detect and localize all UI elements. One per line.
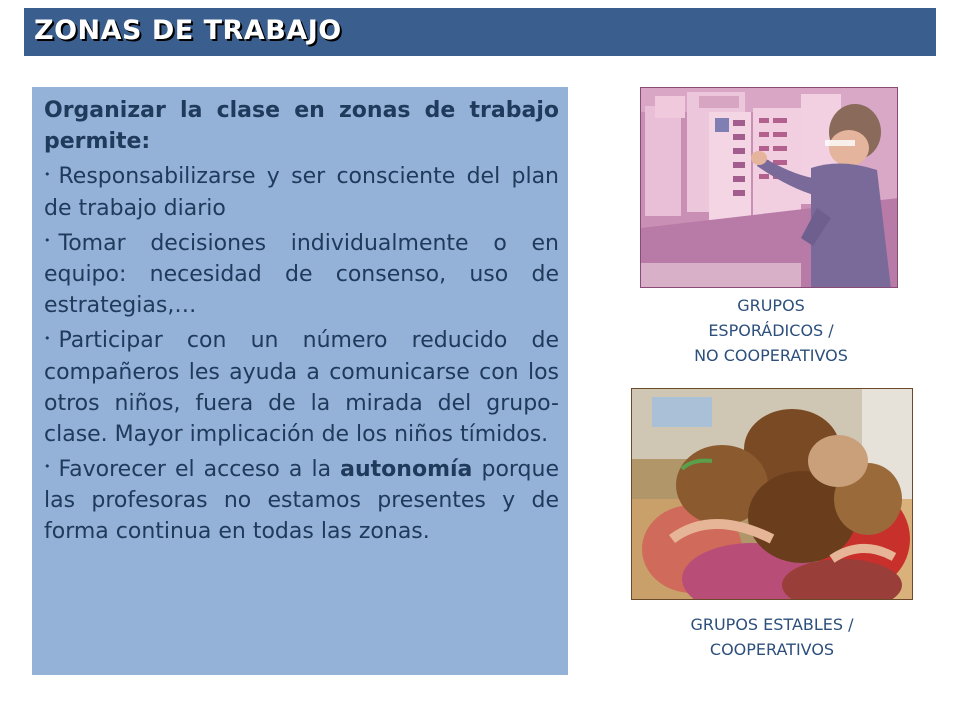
title-bar	[24, 8, 936, 56]
point-text: porque las profesoras no estamos presentes y de forma continua en todas las zonas.	[44, 456, 560, 544]
point-text: Favorecer el acceso a la	[58, 456, 341, 482]
content-text	[44, 95, 559, 551]
caption-stable-groups	[640, 612, 904, 662]
content-box	[32, 87, 568, 675]
point-text: Responsabilizarse y ser consciente del plan de trabajo diario	[44, 164, 559, 221]
list-item	[44, 454, 559, 548]
bullet-icon: •	[44, 331, 51, 345]
caption-line: COOPERATIVOS	[709, 640, 835, 659]
caption-line: GRUPOS ESTABLES /	[690, 615, 854, 634]
bullet-icon: •	[44, 167, 51, 181]
page-title: ZONAS DE TRABAJO	[34, 15, 342, 46]
point-text-strong: autonomía	[340, 456, 473, 482]
list-item	[44, 228, 559, 322]
photo-child-at-wall-chart	[640, 87, 898, 288]
caption-line: GRUPOS	[737, 296, 805, 315]
photo-children-huddle	[631, 388, 913, 600]
list-item	[44, 325, 559, 450]
bullet-icon: •	[44, 460, 51, 473]
bullet-icon: •	[44, 234, 51, 247]
intro-text: Organizar la clase en zonas de trabajo permite:	[44, 98, 559, 154]
caption-sporadic-groups	[646, 293, 896, 368]
point-text: Tomar decisiones individualmente o en equipo: necesidad de consenso, uso de estrategias,…	[44, 230, 559, 318]
list-item	[44, 161, 559, 224]
points-list	[44, 161, 559, 547]
caption-line: ESPORÁDICOS /	[708, 321, 834, 340]
caption-line: NO COOPERATIVOS	[694, 346, 848, 365]
point-text: Participar con un número reducido de compañeros les ayuda a comunicarse con los otros niños, fuera de la mirada del grupo-clase. Mayor implicación de los niños tímidos.	[44, 328, 559, 447]
